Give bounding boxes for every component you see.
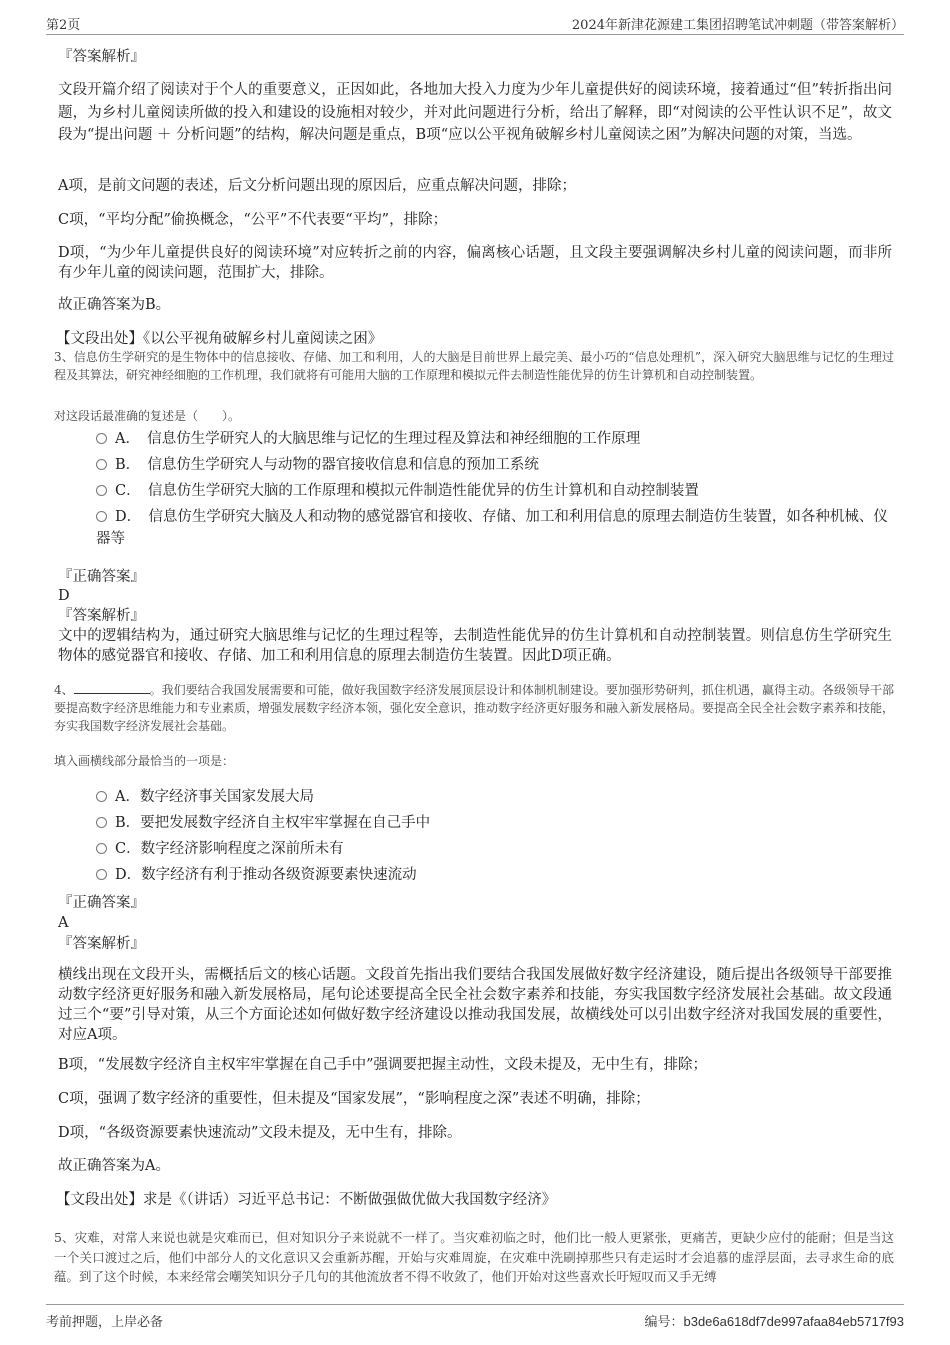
radio-icon[interactable] <box>96 817 107 828</box>
q4-analysis-label: 『答案解析』 <box>58 936 145 952</box>
page-header <box>46 12 904 35</box>
fill-blank <box>74 680 150 694</box>
q5-stem: 5、灾难，对常人来说也就是灾难而已，但对知识分子来说就不一样了。当灾难初临之时，他们比一般人更紧张，更痛苦，更缺少应付的能耐；但是当这一个关口渡过之后，他们中部分人的文化意识又会重新苏醒，开始与灾难周旋，在灾难中洗刷掉那些只有走运时才会追慕的虚浮层面，去寻求生命的底蕴。到了这个时候，本来经常会嘲笑知识分子几句的其他流放者不得不收敛了，他们开始对这些喜欢长吁短叹而又手无缚 <box>54 1230 894 1284</box>
q4-option-a[interactable]: A．数字经济事关国家发展大局 <box>96 786 892 808</box>
q4-prompt: 填入画横线部分最恰当的一项是： <box>54 754 235 768</box>
radio-icon[interactable] <box>96 869 107 880</box>
radio-icon[interactable] <box>96 459 107 470</box>
radio-icon[interactable] <box>96 433 107 444</box>
q3-analysis-label: 『答案解析』 <box>58 608 145 624</box>
radio-icon[interactable] <box>96 485 107 496</box>
q4-conclusion: 故正确答案为A。 <box>58 1158 170 1174</box>
q4-stem: 4、 。我们要结合我国发展需要和可能，做好我国数字经济发展顶层设计和体制机制建设。要加强形势研判，抓住机遇，赢得主动。各级领导干部要提高数字经济思维能力和专业素质，增强发展数字经济本领，强化安全意识，推动数字经济更好服务和融入新发展格局。要提高全民全社会数字素养和技能，夯实我国数字经济发展社会基础。 <box>54 680 894 735</box>
q4-option-c[interactable]: C．数字经济影响程度之深前所未有 <box>96 838 892 860</box>
q2-analysis-text: 文段开篇介绍了阅读对于个人的重要意义，正因如此，各地加大投入力度为少年儿童提供好的阅读环境，接着通过“但”转折指出问题，为乡村儿童阅读所做的投入和建设的设施相对较少，并对此问题进行分析，给出了解释，即“对阅读的公平性认识不足”，故文段为“提出问题 ＋ 分析问题”的结构，解决问题是重点，B项“应以公平视角破解乡村儿童阅读之困”为解决问题的对策，当选。 <box>58 82 892 143</box>
q3-analysis: 文中的逻辑结构为，通过研究大脑思维与记忆的生理过程等，去制造性能优异的仿生计算机和自动控制装置。则信息仿生学研究生物体的感觉器官和接收、存储、加工和利用信息的原理去制造仿生装置。因此D项正确。 <box>58 628 892 664</box>
q2-option-c-note: C项，“平均分配”偷换概念，“公平”不代表要“平均”，排除； <box>58 212 448 228</box>
q3-option-a[interactable]: A． 信息仿生学研究人的大脑思维与记忆的生理过程及算法和神经细胞的工作原理 <box>96 428 892 450</box>
radio-icon[interactable] <box>96 843 107 854</box>
footer-slogan: 考前押题，上岸必备 <box>46 1315 164 1330</box>
radio-icon[interactable] <box>96 791 107 802</box>
q4-answer: A <box>58 915 69 931</box>
q2-option-a-note: A项，是前文问题的表述，后文分析问题出现的原因后，应重点解决问题，排除； <box>58 178 576 194</box>
q4-option-b-note: B项，“发展数字经济自主权牢牢掌握在自己手中”强调要把握主动性，文段未提及，无中生有，排除； <box>58 1057 707 1073</box>
radio-icon[interactable] <box>96 511 107 522</box>
document-code: 编号：b3de6a618df7de997afaa84eb5717f93 <box>644 1314 904 1329</box>
q3-option-b[interactable]: B． 信息仿生学研究人与动物的器官接收信息和信息的预加工系统 <box>96 454 892 476</box>
page-number: 第2页 <box>46 18 81 33</box>
q4-option-d[interactable]: D．数字经济有利于推动各级资源要素快速流动 <box>96 864 892 886</box>
q3-answer: D <box>58 588 70 604</box>
page-footer <box>46 1304 904 1329</box>
q3-prompt: 对这段话最准确的复述是（ ）。 <box>54 409 241 423</box>
q2-option-d-note: D项，“为少年儿童提供良好的阅读环境”对应转折之前的内容，偏离核心话题，且文段主要强调解决乡村儿童的阅读问题，而非所有少年儿童的阅读问题，范围扩大，排除。 <box>58 245 892 281</box>
q3-stem: 3、信息仿生学研究的是生物体中的信息接收、存储、加工和利用，人的大脑是目前世界上最完美、最小巧的“信息处理机”，深入研究大脑思维与记忆的生理过程及其算法，研究神经细胞的工作机理，我们就将有可能用大脑的工作原理和模拟元件去制造性能优异的仿生计算机和自动控制装置。 <box>54 350 894 382</box>
q4-analysis: 横线出现在文段开头，需概括后文的核心话题。文段首先指出我们要结合我国发展做好数字经济建设，随后提出各级领导干部要推动数字经济更好服务和融入新发展格局，尾句论述要提高全民全社会数字素养和技能，夯实我国数字经济发展社会基础。故文段通过三个“要”引导对策，从三个方面论述如何做好数字经济建设以推动我国发展，故横线处可以引出数字经济对我国发展的重要性，对应A项。 <box>58 967 892 1043</box>
q4-answer-label: 『正确答案』 <box>58 895 145 911</box>
q3-option-d[interactable]: D． 信息仿生学研究大脑及人和动物的感觉器官和接收、存储、加工和利用信息的原理去制造仿生装置，如各种机械、仪器等 <box>96 509 888 547</box>
q3-option-c[interactable]: C． 信息仿生学研究大脑的工作原理和模拟元件制造性能优异的仿生计算机和自动控制装置 <box>96 480 892 502</box>
q4-option-d-note: D项，“各级资源要素快速流动”文段未提及，无中生有，排除。 <box>58 1125 462 1141</box>
q4-source: 【文段出处】求是《（讲话）习近平总书记：不断做强做优做大我国数字经济》 <box>56 1192 557 1208</box>
q4-option-c-note: C项，强调了数字经济的重要性，但未提及“国家发展”，“影响程度之深”表述不明确，排除； <box>58 1091 650 1107</box>
q2-analysis-label: 『答案解析』 <box>58 49 145 65</box>
q3-answer-label: 『正确答案』 <box>58 569 145 585</box>
q4-option-b[interactable]: B．要把发展数字经济自主权牢牢掌握在自己手中 <box>96 812 892 834</box>
document-title: 2024年新津花源建工集团招聘笔试冲刺题（带答案解析） <box>571 18 904 33</box>
q2-conclusion: 故正确答案为B。 <box>58 297 171 313</box>
q2-source: 【文段出处】《以公平视角破解乡村儿童阅读之困》 <box>56 331 383 347</box>
